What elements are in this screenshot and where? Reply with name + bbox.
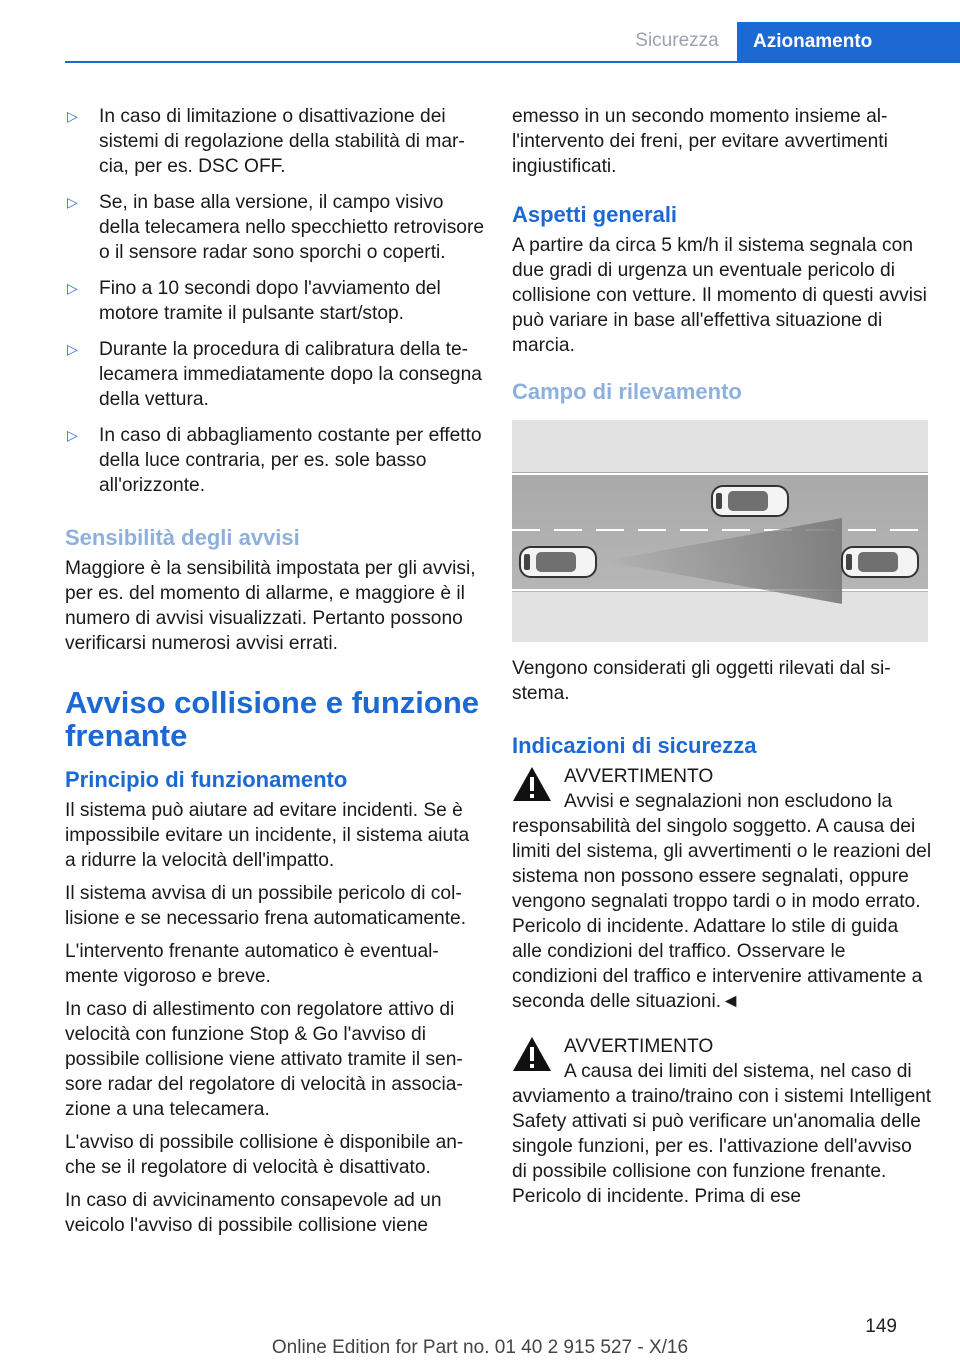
left-column xyxy=(65,104,485,1238)
edition-footer: Online Edition for Part no. 01 40 2 915 527 - X/16 xyxy=(271,1337,689,1358)
warning-title: AVVERTIMENTO xyxy=(564,766,714,787)
list-item: ▷ In caso di limitazione o disattivazione dei sistemi di regolazione della stabilità di marcia, per es. DSC OFF. xyxy=(67,106,465,177)
page-number: 149 xyxy=(865,1316,897,1337)
list-item: ▷ In caso di abbagliamento costante per effetto della luce contraria, per es. sole basso all'orizzonte. xyxy=(67,425,482,496)
sensitivity-heading: Sensibilità degli avvisi xyxy=(65,525,300,550)
warning-first-line: A causa dei limiti del sistema, nel caso di xyxy=(564,1061,912,1082)
principle-heading: Principio di funzionamento xyxy=(65,767,348,792)
warning-triangle-icon xyxy=(512,1036,552,1072)
page-header xyxy=(0,0,960,62)
list-item: ▷ Se, in base alla versione, il campo visivo della telecamera nello specchietto retrovisore o il sensore radar sono sporchi o coperti. xyxy=(67,192,485,263)
own-vehicle-icon xyxy=(520,547,596,577)
general-text: A partire da circa 5 km/h il sistema segnala con due gradi di urgenza un eventuale pericolo di collisione con vetture. Il momento di questi avvisi può variare in base all'effettiva situazione di marcia. xyxy=(512,235,927,356)
safety-heading: Indicazioni di sicurezza xyxy=(512,733,757,758)
warning-text: avviamento a traino/traino con i sistemi Intelligent Safety attivati si può verificare un'anomalia delle singole funzioni, per es. l'attivazione dell'avviso di possibile collisione con funzione frenante. Pericolo di incidente. Prima di ese xyxy=(512,1086,932,1207)
paragraph: In caso di avvicinamento consapevole ad un veicolo l'avviso di possibile collisione viene xyxy=(65,1190,442,1236)
main-section-heading: Avviso collisione e funzione frenante xyxy=(65,685,479,753)
right-column xyxy=(512,104,932,1209)
triangle-bullet-icon: ▷ xyxy=(67,280,78,296)
paragraph: Il sistema può aiutare ad evitare incidenti. Se è impossibile evitare un incidente, il sistema aiuta a ridurre la velocità dell'impatto. xyxy=(65,800,470,871)
detection-caption: Vengono considerati gli oggetti rilevati dal sistema. xyxy=(512,658,891,704)
paragraph: Il sistema avvisa di un possibile pericolo di collisione e se necessario frena automaticamente. xyxy=(65,883,467,929)
list-item: ▷ Durante la procedura di calibratura della telecamera immediatamente dopo la consegna della vettura. xyxy=(67,339,482,410)
list-item: ▷ Fino a 10 secondi dopo l'avviamento del motore tramite il pulsante start/stop. xyxy=(67,278,441,324)
triangle-bullet-icon: ▷ xyxy=(67,194,78,210)
sensitivity-text: Maggiore è la sensibilità impostata per gli avvisi, per es. del momento di allarme, e maggiore è il numero di avvisi visualizzati. Pertanto possono verificarsi numerosi avvisi errati. xyxy=(65,558,476,654)
warning-title: AVVERTIMENTO xyxy=(564,1036,714,1057)
header-section-label: Sicurezza xyxy=(635,30,719,51)
warning-box xyxy=(512,764,932,814)
triangle-bullet-icon: ▷ xyxy=(67,427,78,443)
warning-first-line: Avvisi e segnalazioni non escludono la xyxy=(564,791,893,812)
triangle-bullet-icon: ▷ xyxy=(67,341,78,357)
warning-text: responsabilità del singolo soggetto. A causa dei limiti del sistema, gli avvertimenti o le reazioni del sistema non possono essere segnalati, oppure vengono segnalati troppo tardi o in modo errato. Pericolo di incidente. Adattare lo stile di guida alle condizioni del traffico. Osservare le condizioni del traffico e intervenire attivamente a seconda delle situazioni.◄ xyxy=(512,816,932,1012)
triangle-bullet-icon: ▷ xyxy=(67,108,78,124)
road-diagram xyxy=(512,420,928,642)
vehicle-in-front-icon xyxy=(842,547,918,577)
detection-heading: Campo di rilevamento xyxy=(512,379,742,404)
paragraph: L'avviso di possibile collisione è disponibile anche se il regolatore di velocità è disattivato. xyxy=(65,1132,464,1178)
continuation-text: emesso in un secondo momento insieme all'intervento dei freni, per evitare avvertimenti ingiustificati. xyxy=(512,106,888,177)
limitations-list xyxy=(65,104,485,498)
header-chapter-tab: Azionamento xyxy=(737,22,960,62)
detection-range-illustration xyxy=(512,420,928,642)
paragraph: L'intervento frenante automatico è eventualmente vigoroso e breve. xyxy=(65,941,439,987)
general-heading: Aspetti generali xyxy=(512,202,678,227)
vehicle-ahead-icon xyxy=(712,486,788,516)
warning-triangle-icon xyxy=(512,766,552,802)
warning-box xyxy=(512,1034,932,1084)
paragraph: In caso di allestimento con regolatore attivo di velocità con funzione Stop & Go l'avviso di possibile collisione viene attivato tramite il sensore radar del regolatore di velocità in associazione a una telecamera. xyxy=(65,999,463,1120)
header-rule xyxy=(65,61,960,63)
